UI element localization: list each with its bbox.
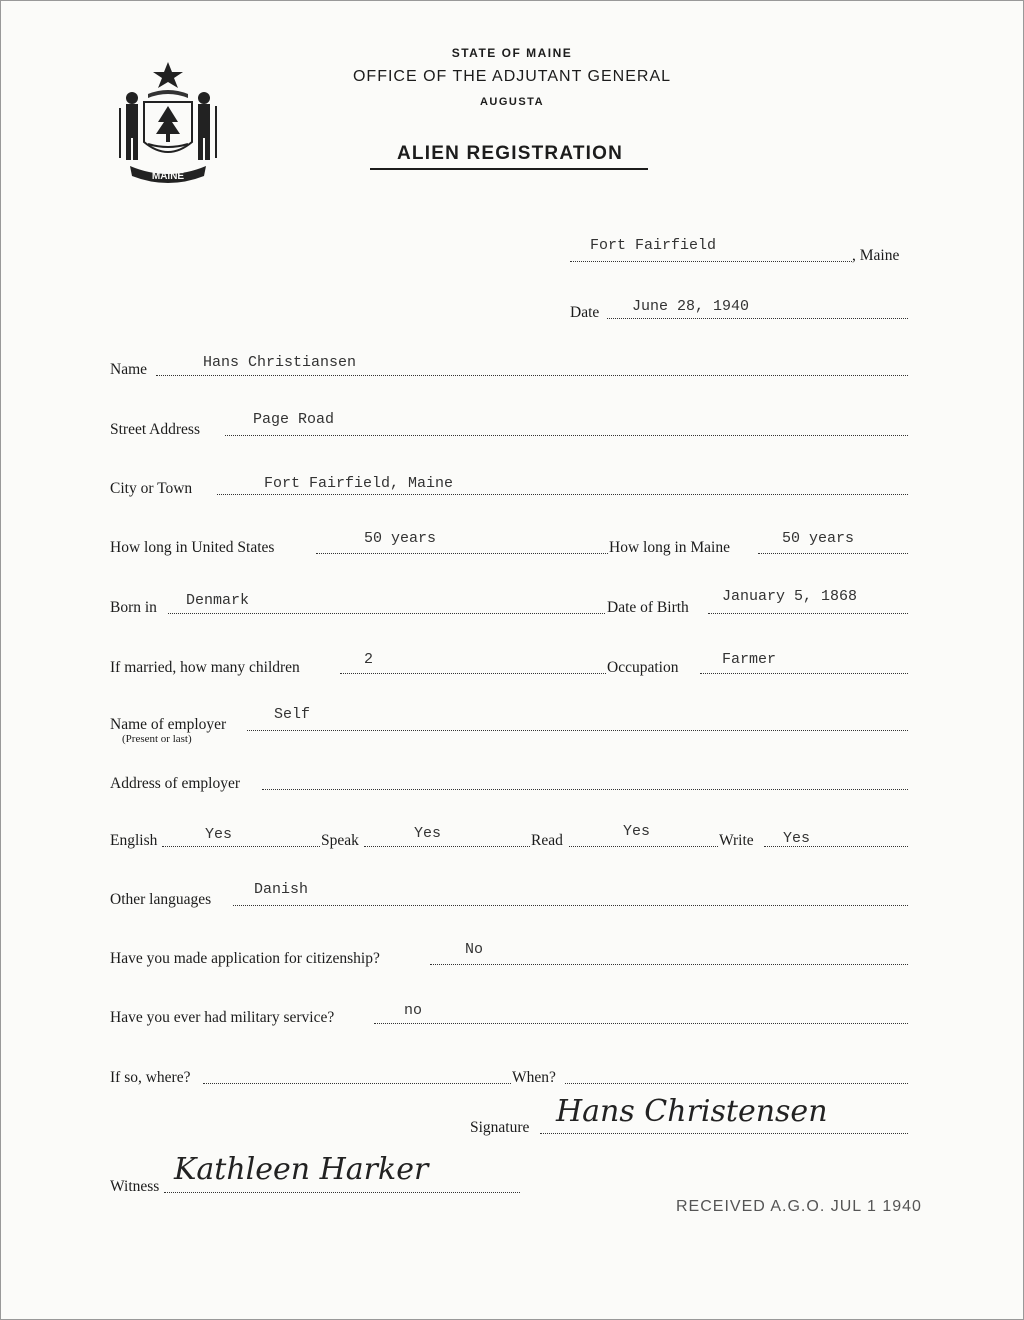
street-value: Page Road [253, 411, 335, 428]
seal-banner-text: MAINE [151, 171, 185, 182]
date-value: June 28, 1940 [632, 298, 750, 315]
citizenship-line [430, 964, 908, 965]
military-line [374, 1023, 908, 1024]
other-languages-line [233, 905, 908, 906]
street-label: Street Address [110, 421, 200, 438]
children-value: 2 [364, 651, 374, 668]
read-label: Read [531, 832, 563, 849]
where-label: If so, where? [110, 1069, 191, 1086]
header-office: OFFICE OF THE ADJUTANT GENERAL [352, 68, 672, 85]
witness-value: Kathleen Harker [174, 1152, 429, 1187]
street-line [225, 435, 908, 436]
employer-address-line [262, 789, 908, 790]
signature-label: Signature [470, 1119, 530, 1136]
occupation-label: Occupation [607, 659, 679, 676]
dob-value: January 5, 1868 [722, 588, 858, 605]
english-value: Yes [205, 826, 233, 843]
citizenship-value: No [465, 941, 484, 958]
town-line [570, 261, 852, 262]
name-label: Name [110, 361, 148, 378]
speak-line [364, 846, 530, 847]
dob-line [708, 613, 908, 614]
name-line [156, 375, 908, 376]
write-value: Yes [783, 830, 811, 847]
occupation-line [700, 673, 908, 674]
title-underline [370, 168, 648, 170]
witness-label: Witness [110, 1178, 160, 1195]
us-years-label: How long in United States [110, 539, 275, 556]
where-line [203, 1083, 511, 1084]
maine-years-value: 50 years [782, 530, 855, 547]
children-label: If married, how many children [110, 659, 300, 676]
employer-line [247, 730, 908, 731]
employer-label: Name of employer [110, 716, 227, 733]
town-suffix: , Maine [852, 247, 900, 264]
dob-label: Date of Birth [607, 599, 689, 616]
date-label: Date [570, 304, 600, 321]
english-line [162, 846, 320, 847]
english-label: English [110, 832, 158, 849]
witness-line [164, 1192, 520, 1193]
maine-years-label: How long in Maine [609, 539, 730, 556]
occupation-value: Farmer [722, 651, 777, 668]
maine-years-line [758, 553, 908, 554]
speak-value: Yes [414, 825, 442, 842]
speak-label: Speak [321, 832, 359, 849]
signature-value: Hans Christensen [556, 1094, 828, 1129]
military-label: Have you ever had military service? [110, 1009, 335, 1026]
city-label: City or Town [110, 480, 193, 497]
citizenship-label: Have you made application for citizenship? [110, 950, 380, 967]
signature-line [540, 1133, 908, 1134]
city-line [217, 494, 908, 495]
city-value: Fort Fairfield, Maine [264, 475, 454, 492]
when-line [565, 1083, 908, 1084]
name-value: Hans Christiansen [203, 354, 357, 371]
employer-value: Self [274, 706, 311, 723]
other-languages-label: Other languages [110, 891, 212, 908]
header-city: AUGUSTA [479, 96, 545, 108]
received-stamp: RECEIVED A.G.O. JUL 1 1940 [676, 1198, 922, 1215]
employer-sublabel: (Present or last) [122, 733, 192, 745]
form-title: ALIEN REGISTRATION [396, 143, 624, 164]
us-years-line [316, 553, 608, 554]
header-state: STATE OF MAINE [451, 46, 573, 60]
town-value: Fort Fairfield [590, 237, 717, 254]
born-line [168, 613, 605, 614]
born-label: Born in [110, 599, 157, 616]
us-years-value: 50 years [364, 530, 437, 547]
employer-address-label: Address of employer [110, 775, 240, 792]
children-line [340, 673, 606, 674]
read-value: Yes [623, 823, 651, 840]
when-label: When? [512, 1069, 556, 1086]
read-line [569, 846, 718, 847]
born-value: Denmark [186, 592, 250, 609]
other-languages-value: Danish [254, 881, 309, 898]
date-line [607, 318, 908, 319]
military-value: no [404, 1002, 423, 1019]
write-line [764, 846, 908, 847]
write-label: Write [719, 832, 754, 849]
